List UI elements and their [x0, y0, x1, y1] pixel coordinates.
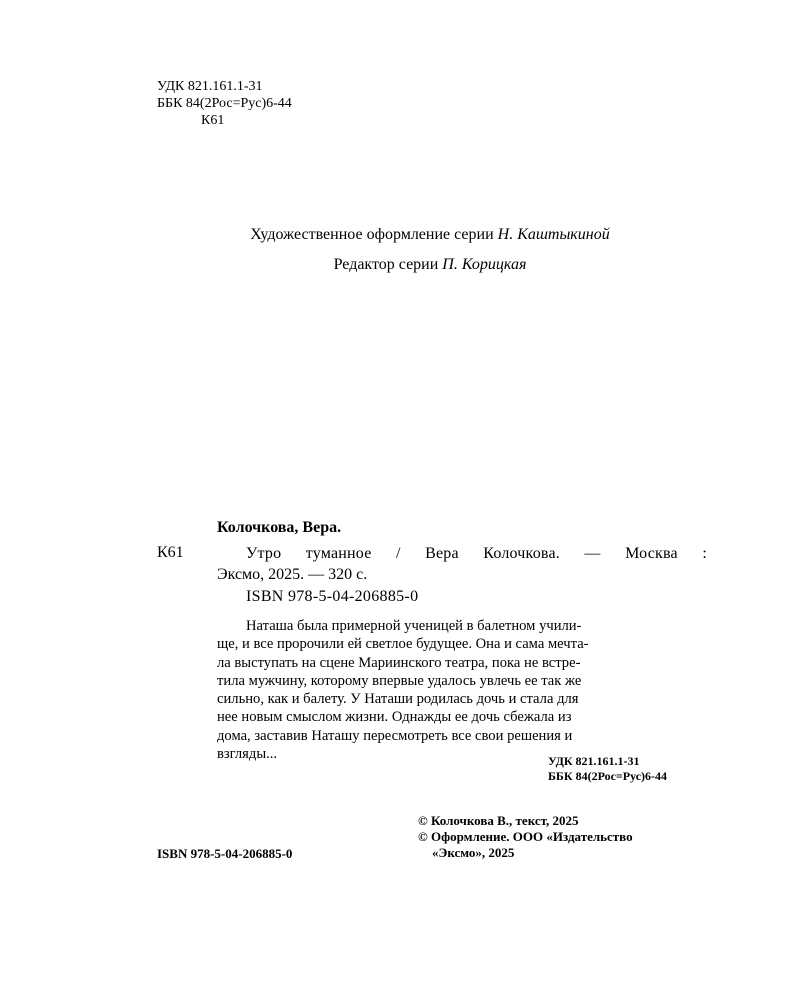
author-heading: Колочкова, Вера.	[217, 519, 342, 536]
description-word: /	[395, 545, 401, 562]
bibliographic-author-mark: К61	[157, 544, 184, 561]
copyright-design-continued: «Эксмо», 2025	[432, 845, 515, 860]
classification-codes-right	[548, 754, 667, 784]
description-line-2: Эксмо, 2025. — 320 с.	[217, 566, 368, 583]
copyright-block	[418, 813, 633, 861]
description-word: —	[584, 545, 601, 562]
editor-credit-label: Редактор серии	[333, 256, 439, 273]
credits-block	[0, 225, 800, 285]
annotation-line: ще, и все пророчили ей светлое будущее. Она и сама мечта-	[217, 636, 589, 653]
editor-credit	[0, 255, 800, 285]
design-credit-name: Н. Каштыкиной	[497, 226, 610, 243]
annotation-line: сильно, как и балету. У Наташи родилась дочь и стала для	[217, 691, 579, 708]
bbk-code: ББК 84(2Рос=Рус)6-44	[157, 96, 292, 111]
annotation-line: тила мужчину, которому впервые удалось увлечь ее так же	[217, 672, 582, 689]
description-word: :	[702, 545, 707, 562]
isbn-main: ISBN 978-5-04-206885-0	[246, 588, 419, 605]
bbk-code: ББК 84(2Рос=Рус)6-44	[548, 769, 668, 783]
udk-code: УДК 821.161.1-31	[548, 754, 640, 768]
description-word: Вера	[425, 545, 459, 562]
description-line-1	[217, 543, 707, 564]
annotation-line	[217, 617, 707, 635]
udk-code: УДК 821.161.1-31	[157, 79, 263, 94]
description-word: Москва	[625, 545, 678, 562]
description-word: Утро	[246, 545, 282, 562]
editor-credit-name: П. Корицкая	[442, 256, 527, 273]
copyright-design: © Оформление. ООО «Издательство	[418, 829, 633, 844]
annotation-line: дома, заставив Наташу пересмотреть все свои решения и	[217, 727, 573, 744]
annotation-line: нее новым смыслом жизни. Однажды ее дочь сбежала из	[217, 709, 572, 726]
annotation-text	[217, 617, 707, 763]
description-word: Колочкова.	[483, 545, 560, 562]
design-credit	[0, 225, 800, 255]
annotation-line-text: Наташа была примерной ученицей в балетном учили-	[246, 618, 582, 634]
author-mark: К61	[201, 113, 225, 128]
annotation-last-line: взгляды...	[217, 746, 278, 763]
annotation-line: ла выступать на сцене Мариинского театра, пока не встре-	[217, 654, 581, 671]
classification-codes-top	[157, 78, 292, 129]
bibliographic-description	[217, 543, 707, 585]
description-word: туманное	[305, 545, 372, 562]
design-credit-label: Художественное оформление серии	[250, 226, 494, 243]
isbn-bottom: ISBN 978-5-04-206885-0	[157, 846, 293, 861]
copyright-text: © Колочкова В., текст, 2025	[418, 813, 579, 828]
